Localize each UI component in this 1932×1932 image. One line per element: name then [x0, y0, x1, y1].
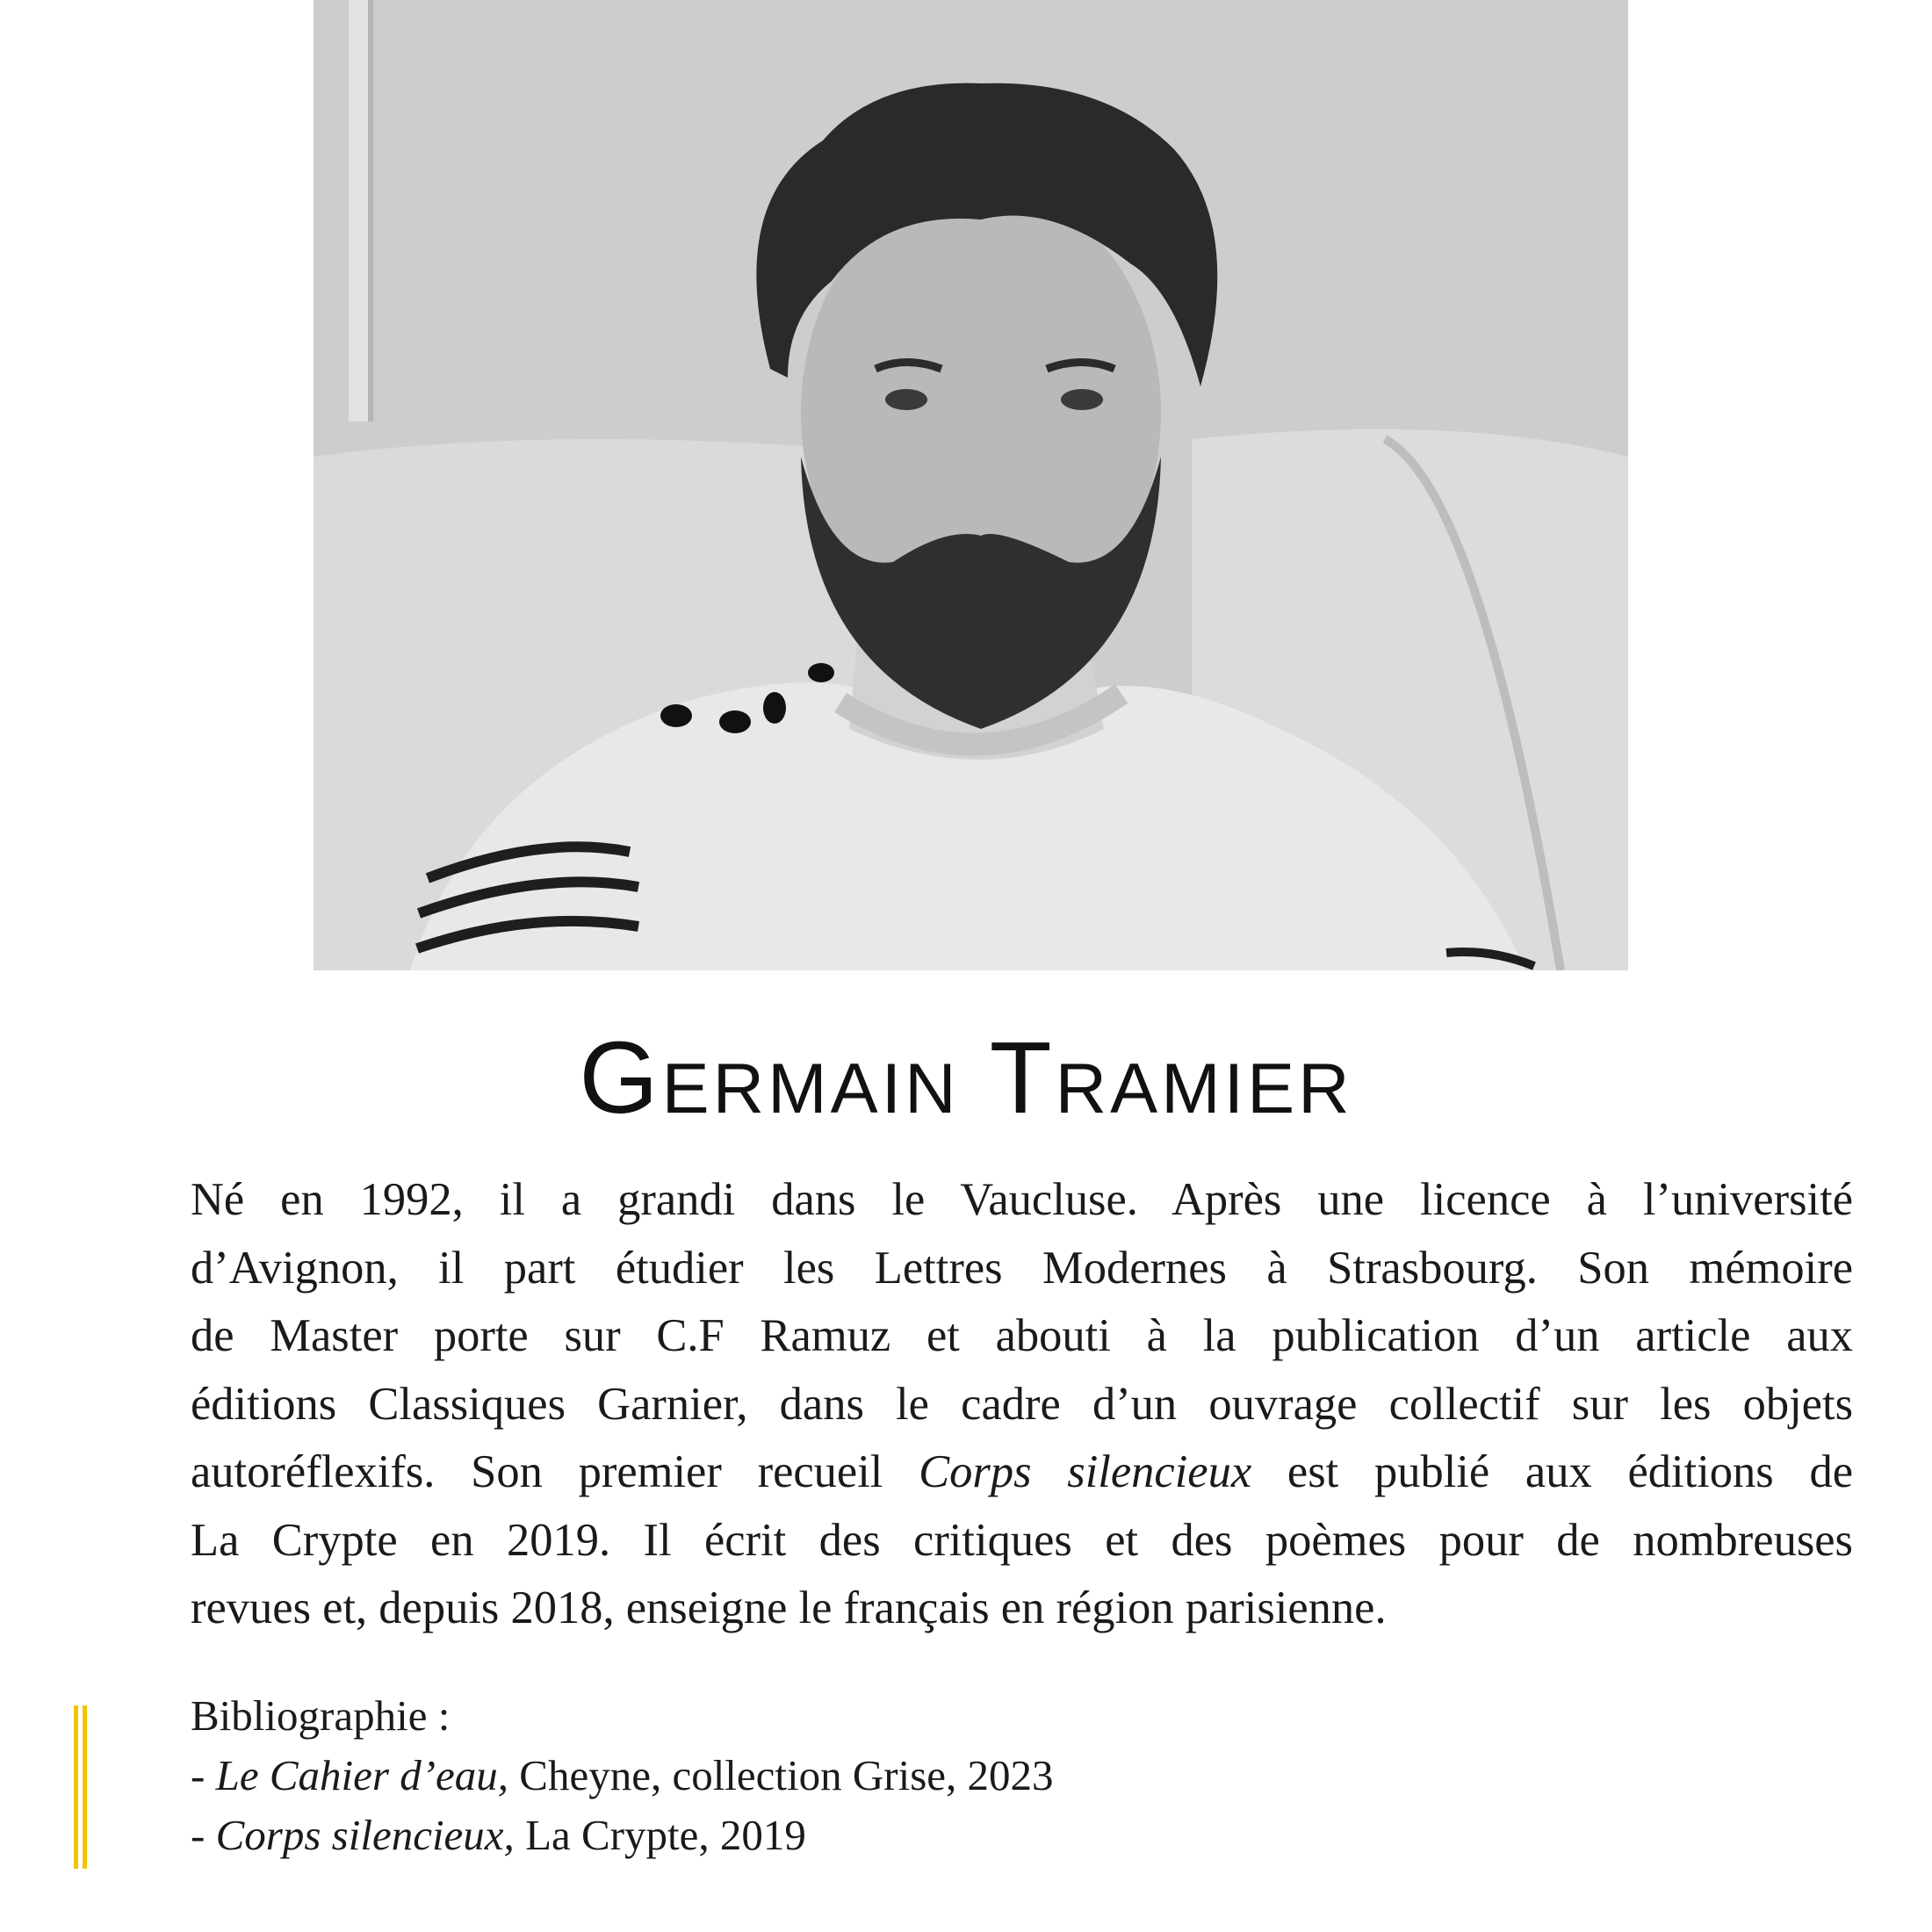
author-biography [191, 1166, 1853, 1643]
bibliography [191, 1686, 1596, 1865]
bibliography-item [191, 1746, 1596, 1806]
bio-line [191, 1235, 1853, 1303]
bio-book-title: Corps silencieux [919, 1446, 1252, 1497]
bio-text: autoréflexifs. Son premier recueil [191, 1446, 919, 1497]
bio-text: revues et, depuis 2018, enseigne le français en région parisienne. [191, 1582, 1387, 1633]
author-name: Germain Tramier [579, 1020, 1353, 1135]
bio-text: éditions Classiques Garnier, dans le cadre d’un ouvrage collectif sur les objets [191, 1378, 1853, 1430]
bibliography-item [191, 1806, 1596, 1865]
portrait-illustration [314, 0, 1628, 970]
bibliography-item-title: Le Cahier d’eau, [215, 1751, 509, 1799]
bibliography-item-details: Cheyne, collection Grise, 2023 [508, 1751, 1054, 1799]
bio-text: d’Avignon, il part étudier les Lettres Modernes à Strasbourg. Son mémoire [191, 1242, 1853, 1294]
bio-text: est publié aux éditions de [1251, 1446, 1854, 1497]
bibliography-item-title: Corps silencieux, [215, 1811, 515, 1859]
author-portrait-photo [314, 0, 1628, 970]
accent-bar [74, 1705, 78, 1869]
bio-text: La Crypte en 2019. Il écrit des critiques et des poèmes pour de nombreuses [191, 1514, 1853, 1566]
bio-line [191, 1302, 1853, 1371]
bibliography-heading: Bibliographie : [191, 1691, 451, 1740]
bibliography-item-prefix: - [191, 1811, 216, 1859]
bio-line [191, 1507, 1853, 1575]
bio-line [191, 1438, 1853, 1507]
bio-text: Né en 1992, il a grandi dans le Vaucluse. Après une licence à l’université [191, 1174, 1853, 1225]
bio-text: de Master porte sur C.F Ramuz et abouti à la publication d’un article aux [191, 1310, 1853, 1361]
bibliography-item-prefix: - [191, 1751, 216, 1799]
accent-bar [83, 1705, 87, 1869]
bibliography-item-details: La Crypte, 2019 [514, 1811, 806, 1859]
bio-line [191, 1371, 1853, 1439]
bio-line [191, 1575, 1853, 1643]
bio-line [191, 1166, 1853, 1235]
